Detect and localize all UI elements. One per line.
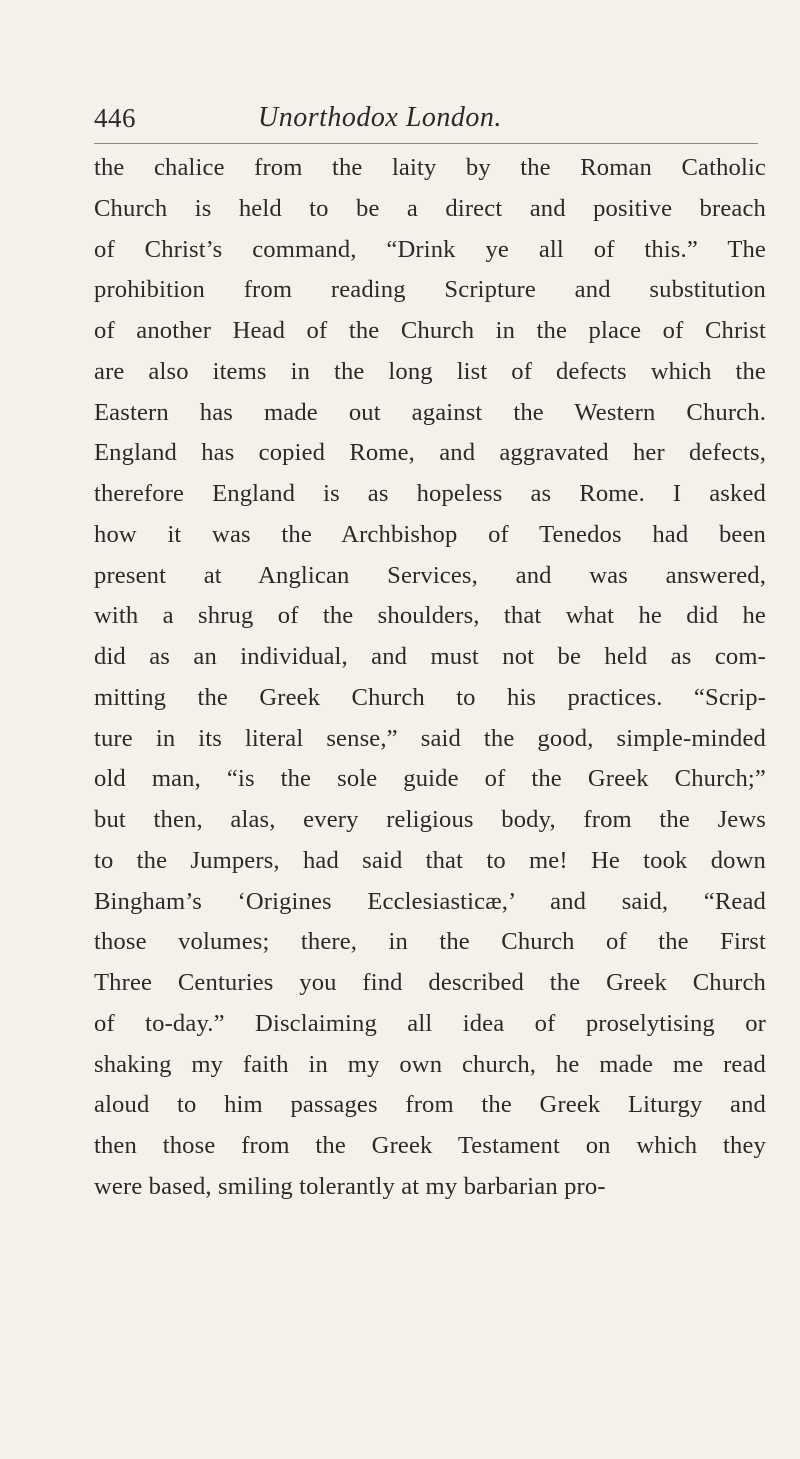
text-line: of another Head of the Church in the place of Christ: [94, 317, 766, 344]
text-line: did as an individual, and must not be held as com-: [94, 643, 766, 670]
text-line: Church is held to be a direct and positive breach: [94, 194, 766, 222]
text-line: England has copied Rome, and aggravated her defects,: [94, 439, 766, 467]
text-line: but then, alas, every religious body, from the Jews: [94, 806, 766, 833]
text-line: are also items in the long list of defects which the: [94, 357, 766, 385]
text-line: old man, “is the sole guide of the Greek Church;”: [94, 765, 766, 793]
text-line: of Christ’s command, “Drink ye all of this.” The: [94, 235, 766, 263]
header-rule: [94, 143, 758, 144]
text-line: prohibition from reading Scripture and substitution: [94, 276, 766, 304]
text-line: to the Jumpers, had said that to me! He took down: [94, 846, 766, 874]
text-line: how it was the Archbishop of Tenedos had been: [94, 520, 766, 548]
text-line: ture in its literal sense,” said the good, simple-minded: [94, 724, 766, 752]
text-line: shaking my faith in my own church, he made me read: [94, 1050, 766, 1078]
text-line: Eastern has made out against the Western Church.: [94, 398, 766, 426]
text-line: were based, smiling tolerantly at my barbarian pro-: [94, 1172, 606, 1200]
text-line: of to-day.” Disclaiming all idea of proselytising or: [94, 1009, 766, 1037]
text-line: then those from the Greek Testament on which they: [94, 1132, 766, 1159]
running-head: [94, 95, 754, 141]
text-line: Three Centuries you find described the Greek Church: [94, 969, 766, 996]
page-number: 446: [94, 103, 136, 133]
text-line: the chalice from the laity by the Roman Catholic: [94, 154, 766, 181]
text-line: present at Anglican Services, and was answered,: [94, 561, 766, 589]
text-line: aloud to him passages from the Greek Liturgy and: [94, 1091, 766, 1119]
text-line: those volumes; there, in the Church of the First: [94, 928, 766, 956]
running-title: Unorthodox London.: [258, 102, 502, 133]
body-text: [94, 148, 766, 1208]
text-line: Bingham’s ‘Origines Ecclesiasticæ,’ and said, “Read: [94, 887, 766, 915]
text-line: mitting the Greek Church to his practices. “Scrip-: [94, 683, 766, 711]
text-line: therefore England is as hopeless as Rome. I asked: [94, 480, 766, 507]
text-line: with a shrug of the shoulders, that what he did he: [94, 602, 766, 630]
